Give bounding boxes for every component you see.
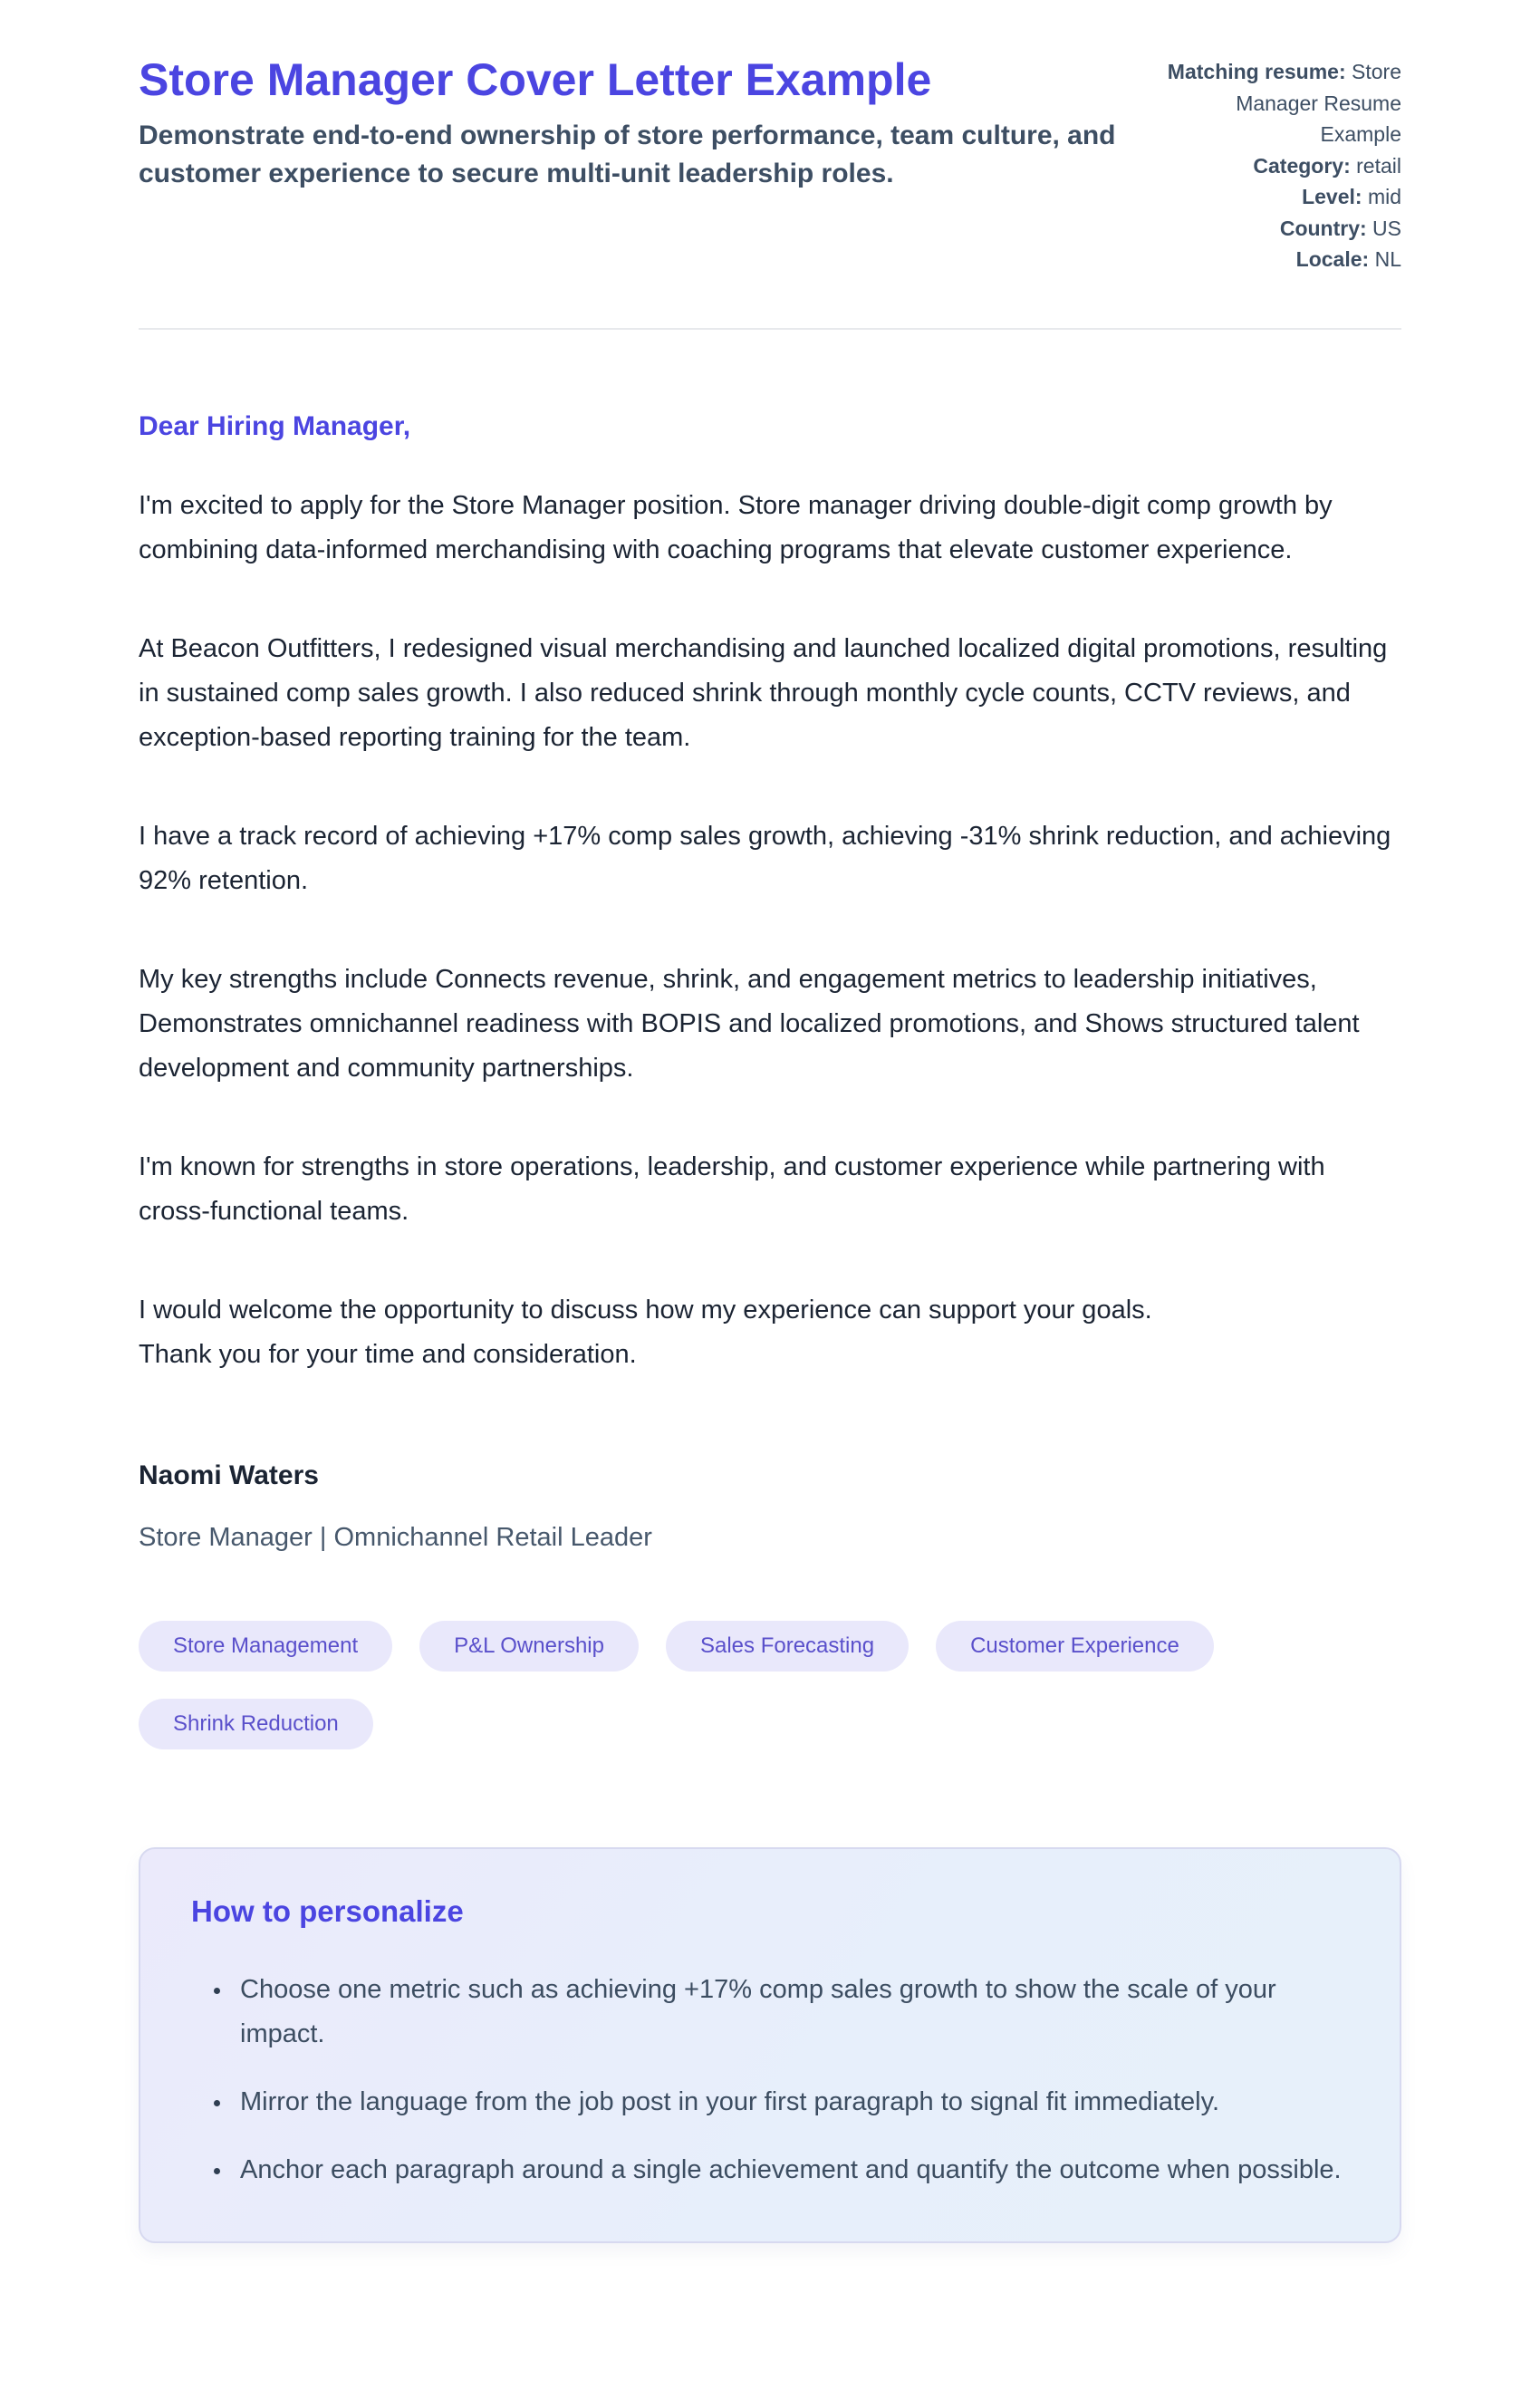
meta-matching-resume bbox=[1157, 56, 1401, 150]
resume-meta bbox=[1157, 56, 1401, 275]
tip-item: • Anchor each paragraph around a single achievement and quantify the outcome when possible. bbox=[233, 2148, 1349, 2192]
meta-country-label: Country: bbox=[1279, 216, 1367, 240]
meta-level-label: Level: bbox=[1302, 185, 1362, 208]
tag-customer-experience[interactable]: Customer Experience bbox=[936, 1621, 1214, 1672]
tip-item: • Mirror the language from the job post in your first paragraph to signal fit immediately. bbox=[233, 2080, 1349, 2124]
meta-category bbox=[1157, 150, 1401, 182]
skill-tags bbox=[139, 1621, 1401, 1749]
letter-paragraph: Thank you for your time and consideration. bbox=[139, 1339, 637, 1369]
how-to-personalize-card bbox=[139, 1847, 1401, 2243]
tag-store-management[interactable]: Store Management bbox=[139, 1621, 392, 1672]
cover-letter-body bbox=[139, 408, 1401, 1558]
meta-matching-resume-label: Matching resume: bbox=[1167, 60, 1346, 83]
letter-paragraph: At Beacon Outfitters, I redesigned visual merchandising and launched localized digital promotions, resulting in sustained comp sales growth. I also reduced shrink through monthly cycle counts, CCTV reviews, and exception-based reporting training for the team. bbox=[139, 633, 1388, 752]
tag-pl-ownership[interactable]: P&L Ownership bbox=[419, 1621, 639, 1672]
page-title: Store Manager Cover Letter Example bbox=[139, 54, 932, 105]
meta-level bbox=[1157, 181, 1401, 213]
letter-paragraph: My key strengths include Connects revenue, shrink, and engagement metrics to leadership initiatives, Demonstrates omnichannel readiness with BOPIS and localized promotions, and Shows structured talent development and community partnerships. bbox=[139, 964, 1360, 1083]
letter-paragraph: I have a track record of achieving +17% comp sales growth, achieving -31% shrink reduction, and achieving 92% retention. bbox=[139, 821, 1391, 895]
signature-role: Store Manager | Omnichannel Retail Leader bbox=[139, 1522, 652, 1552]
letter-paragraph: I'm excited to apply for the Store Manager position. Store manager driving double-digit comp growth by combining data-informed merchandising with coaching programs that elevate customer experience. bbox=[139, 490, 1333, 564]
meta-level-value: mid bbox=[1367, 185, 1401, 208]
letter-paragraph: I'm known for strengths in store operations, leadership, and customer experience while partnering with cross-functional teams. bbox=[139, 1151, 1325, 1226]
signature-name: Naomi Waters bbox=[139, 1460, 319, 1490]
letter-paragraph: I would welcome the opportunity to discuss how my experience can support your goals. bbox=[139, 1295, 1152, 1325]
meta-country-value: US bbox=[1372, 216, 1401, 240]
header-title-block bbox=[139, 51, 1121, 193]
salutation: Dear Hiring Manager, bbox=[139, 410, 411, 441]
meta-locale bbox=[1157, 244, 1401, 275]
meta-locale-value: NL bbox=[1374, 247, 1401, 271]
page-subtitle: Demonstrate end-to-end ownership of store performance, team culture, and customer experience to secure multi-unit leadership roles. bbox=[139, 120, 1116, 188]
meta-matching-resume-value: Store Manager Resume Example bbox=[1236, 60, 1401, 146]
tag-sales-forecasting[interactable]: Sales Forecasting bbox=[666, 1621, 909, 1672]
meta-category-label: Category: bbox=[1253, 153, 1351, 178]
tips-heading: How to personalize bbox=[191, 1894, 464, 1928]
tag-shrink-reduction[interactable]: Shrink Reduction bbox=[139, 1699, 373, 1749]
cover-letter-page bbox=[139, 0, 1401, 2334]
tips-list bbox=[191, 1968, 1349, 2192]
tip-item: • Choose one metric such as achieving +17% comp sales growth to show the scale of your impact. bbox=[233, 1968, 1349, 2057]
meta-category-value: retail bbox=[1356, 153, 1401, 178]
meta-locale-label: Locale: bbox=[1295, 247, 1370, 271]
signature-block bbox=[139, 1457, 1401, 1558]
header-divider bbox=[139, 328, 1401, 330]
meta-country bbox=[1157, 213, 1401, 245]
page-header bbox=[139, 51, 1401, 275]
